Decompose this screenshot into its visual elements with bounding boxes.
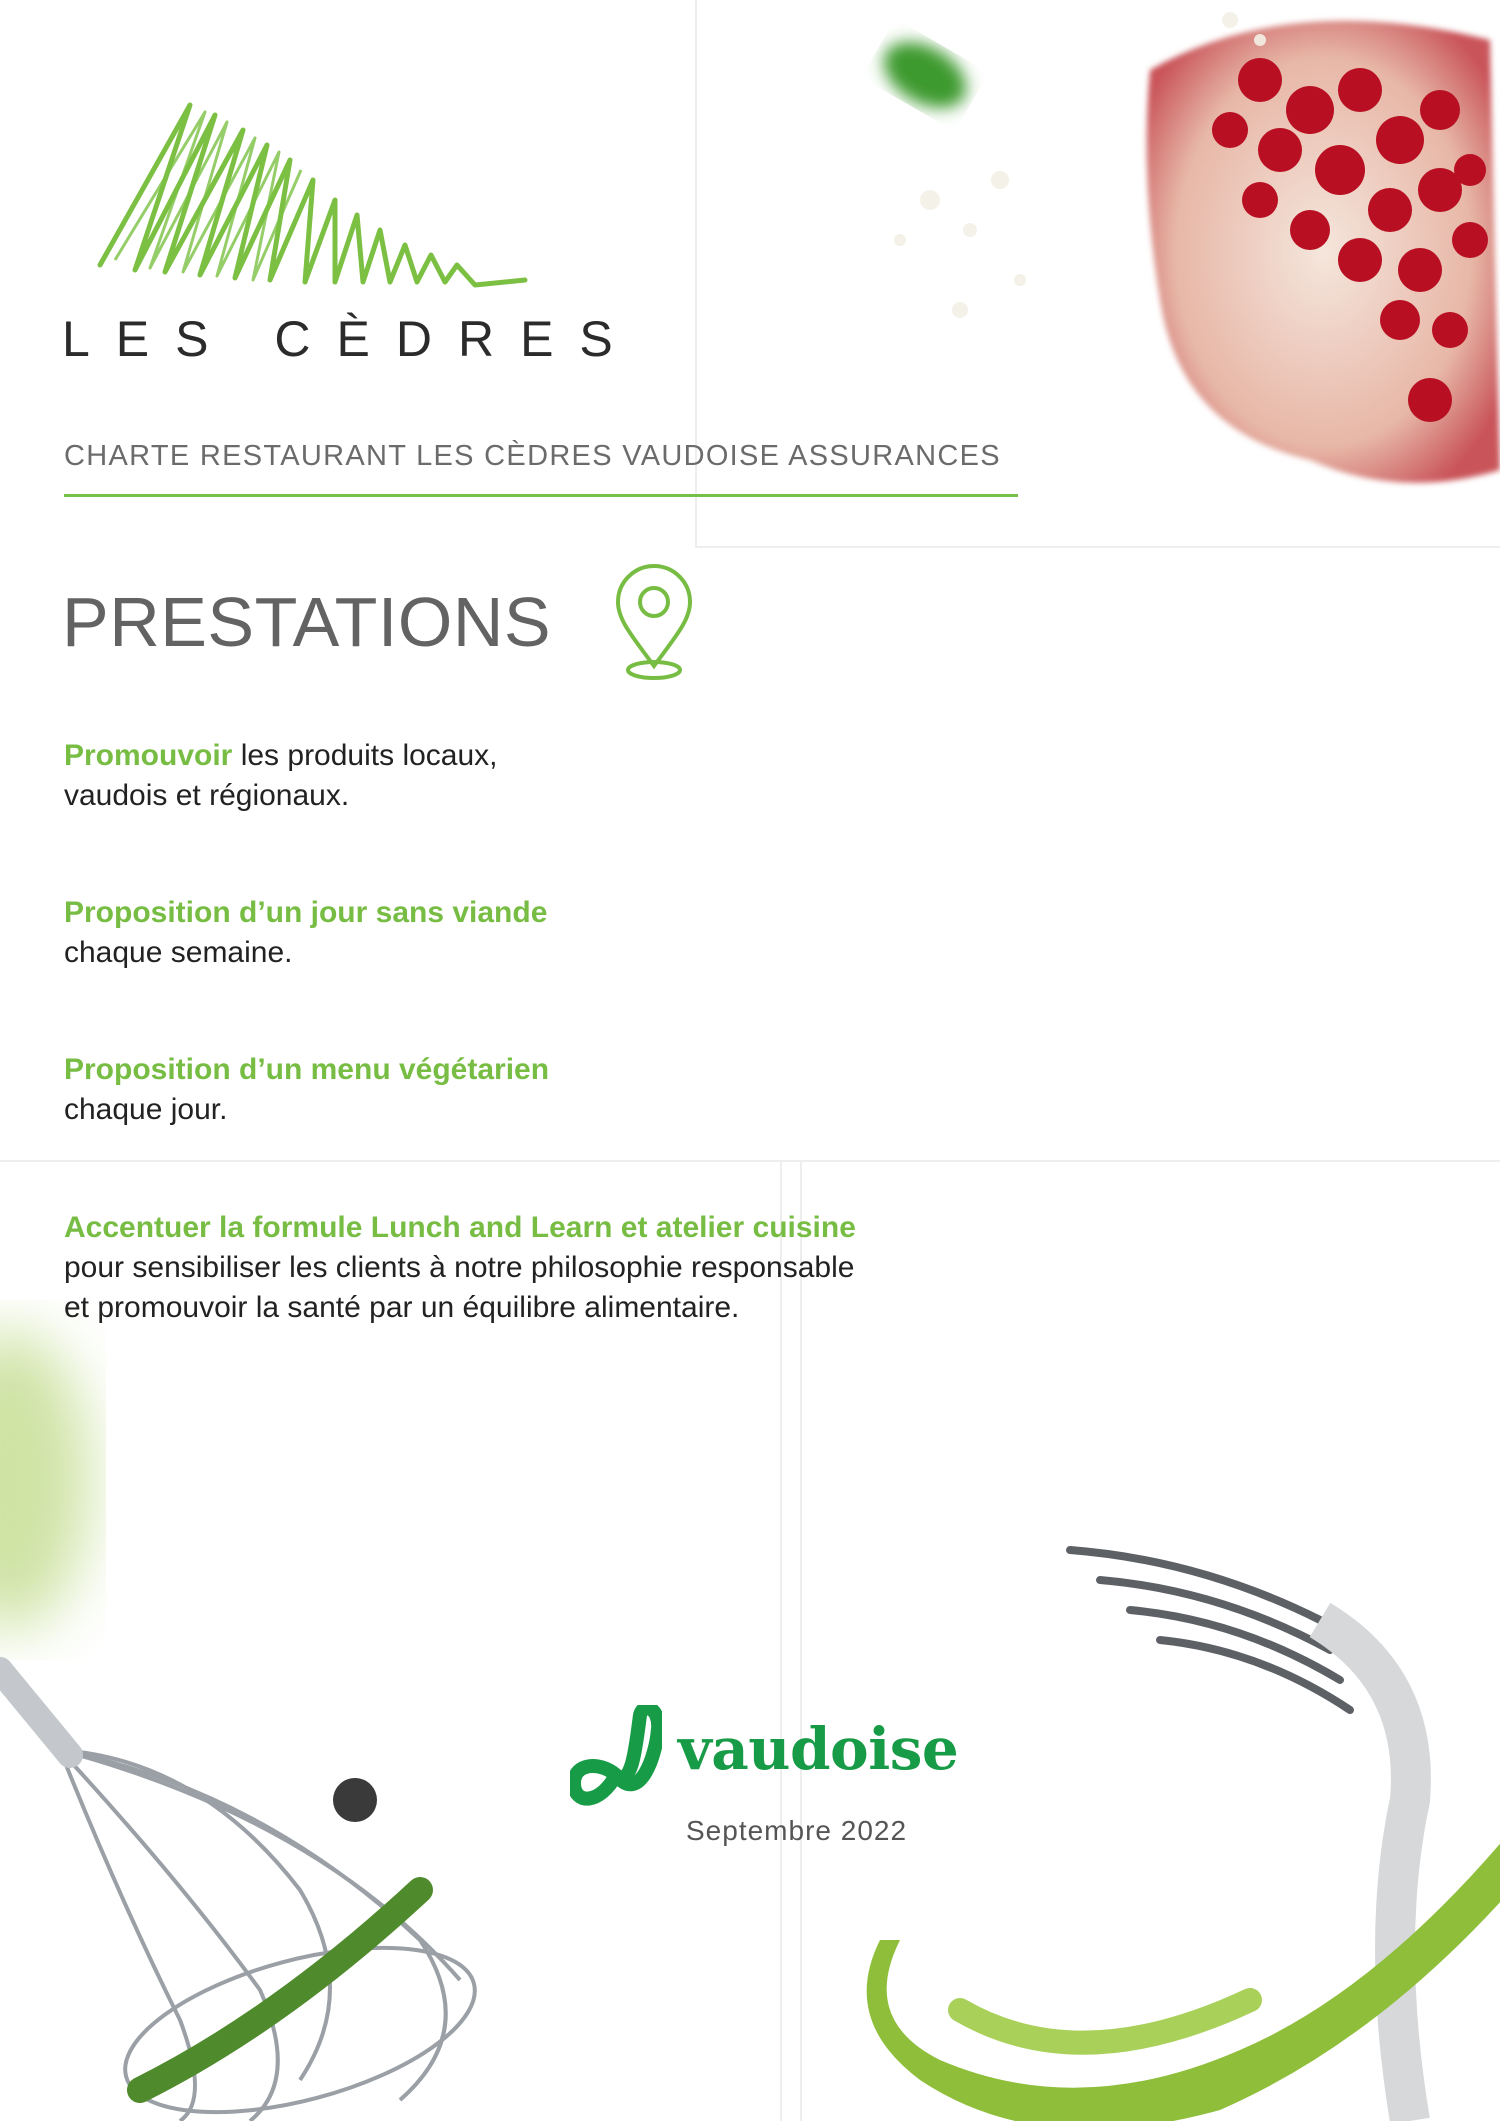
- list-item: [64, 736, 498, 816]
- publication-date: Septembre 2022: [686, 1815, 908, 1846]
- list-item: [64, 1208, 856, 1328]
- brand-name: vaudoise: [678, 1715, 959, 1783]
- location-pin-icon: [612, 562, 696, 682]
- item-highlight: Proposition d’un menu végétarien: [64, 1053, 550, 1086]
- item-text: pour sensibiliser les clients à notre philosophie responsable: [64, 1251, 855, 1284]
- charter-title: CHARTE RESTAURANT LES CÈDRES VAUDOISE ASSURANCES: [64, 440, 1001, 472]
- item-text: les produits locaux,: [232, 739, 498, 772]
- brand-wordmark: LES CÈDRES: [62, 311, 639, 367]
- whisk-image: [0, 1560, 620, 2121]
- item-text: chaque jour.: [64, 1093, 228, 1126]
- list-item: [64, 893, 547, 973]
- list-item: [64, 1050, 549, 1130]
- panel-divider: [695, 546, 1500, 548]
- cedar-scribble-logo: [95, 100, 535, 290]
- item-text: et promouvoir la santé par un équilibre alimentaire.: [64, 1291, 740, 1324]
- item-highlight: Proposition d’un jour sans viande: [64, 896, 548, 929]
- item-highlight: Promouvoir: [64, 739, 233, 772]
- title-underline: [64, 494, 1018, 497]
- vaudoise-logo-icon: [570, 1705, 662, 1815]
- panel-divider: [0, 1160, 1500, 1162]
- item-text: vaudois et régionaux.: [64, 779, 350, 812]
- vaudoise-brand: [570, 1705, 959, 1855]
- item-text: chaque semaine.: [64, 936, 293, 969]
- item-highlight: Accentuer la formule Lunch and Learn et atelier cuisine: [64, 1211, 856, 1244]
- page-title: PRESTATIONS: [62, 583, 552, 661]
